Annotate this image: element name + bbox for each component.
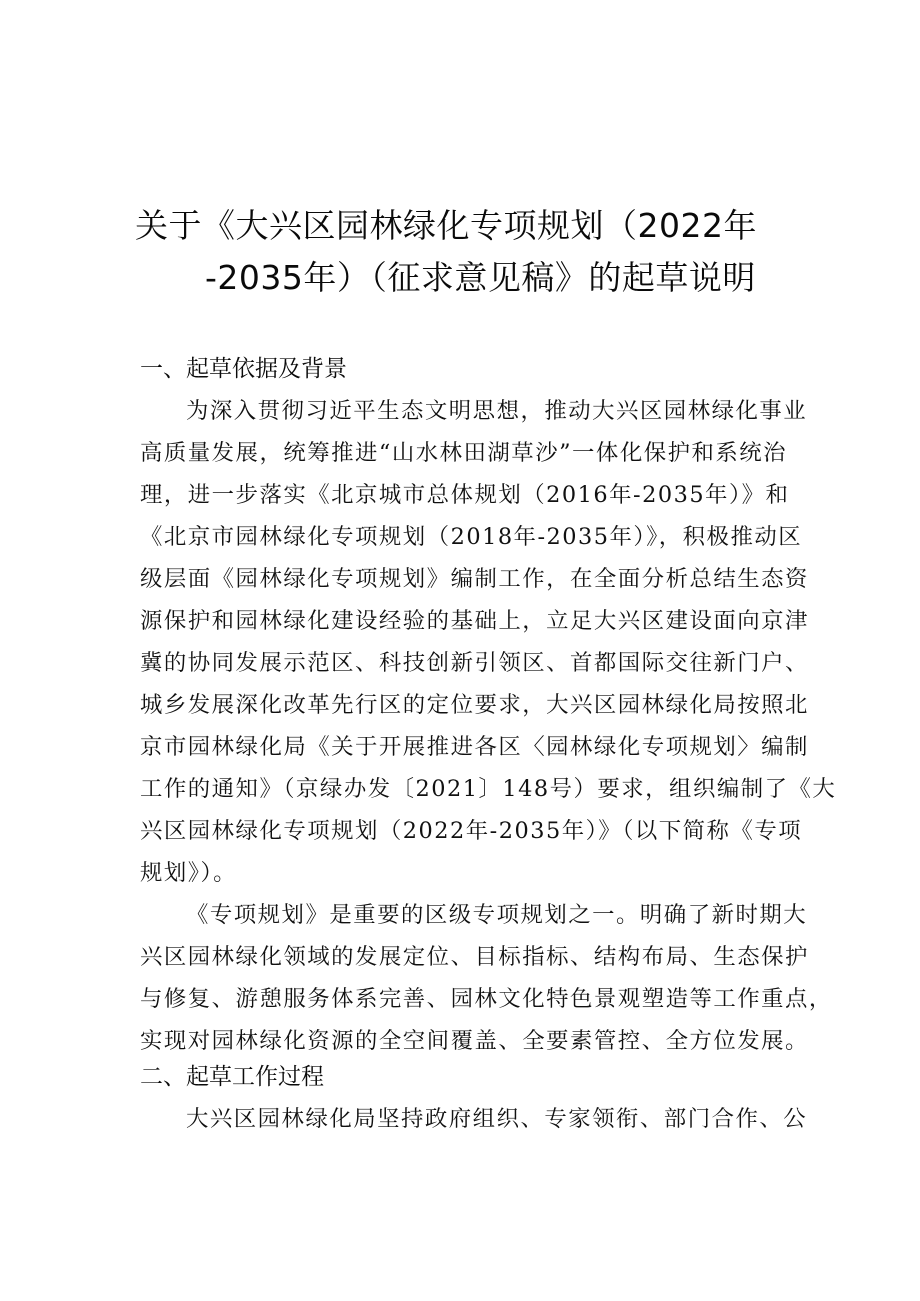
paragraph-line: 城乡发展深化改革先行区的定位要求，大兴区园林绿化局按照北: [140, 692, 809, 718]
paragraph-line: 工作的通知》（京绿办发〔2021〕148号）要求，组织编制了《大: [140, 776, 837, 802]
document-title-line-1: 关于《大兴区园林绿化专项规划（2022年: [135, 206, 757, 245]
paragraph-line: 规划》）。: [140, 860, 238, 886]
paragraph-line: 兴区园林绿化专项规划（2022年-2035年）》（以下简称《专项: [140, 818, 803, 844]
section-2-heading: 二、起草工作过程: [140, 1064, 324, 1090]
paragraph-line: 级层面《园林绿化专项规划》编制工作，在全面分析总结生态资: [140, 566, 809, 592]
paragraph-line: 与修复、游憩服务体系完善、园林文化特色景观塑造等工作重点，: [140, 986, 833, 1012]
paragraph-line: 为深入贯彻习近平生态文明思想，推动大兴区园林绿化事业: [186, 398, 808, 424]
paragraph-line: 源保护和园林绿化建设经验的基础上，立足大兴区建设面向京津: [140, 608, 809, 634]
paragraph-line: 京市园林绿化局《关于开展推进各区〈园林绿化专项规划〉编制: [140, 734, 809, 760]
section-1-heading: 一、起草依据及背景: [140, 356, 347, 382]
paragraph-line: 大兴区园林绿化局坚持政府组织、专家领衔、部门合作、公: [186, 1106, 808, 1132]
paragraph-line: 实现对园林绿化资源的全空间覆盖、全要素管控、全方位发展。: [140, 1028, 809, 1054]
paragraph-line: 高质量发展，统筹推进“山水林田湖草沙”一体化保护和系统治: [140, 440, 788, 466]
paragraph-line: 冀的协同发展示范区、科技创新引领区、首都国际交往新门户、: [140, 650, 809, 676]
paragraph-line: 《专项规划》是重要的区级专项规划之一。明确了新时期大: [186, 902, 808, 928]
paragraph-line: 兴区园林绿化领域的发展定位、目标指标、结构布局、生态保护: [140, 944, 809, 970]
document-title-line-2: -2035年）（征求意见稿》的起草说明: [205, 258, 756, 297]
paragraph-line: 《北京市园林绿化专项规划（2018年-2035年）》，积极推动区: [140, 524, 803, 550]
paragraph-line: 理，进一步落实《北京城市总体规划（2016年-2035年）》和: [140, 482, 790, 508]
